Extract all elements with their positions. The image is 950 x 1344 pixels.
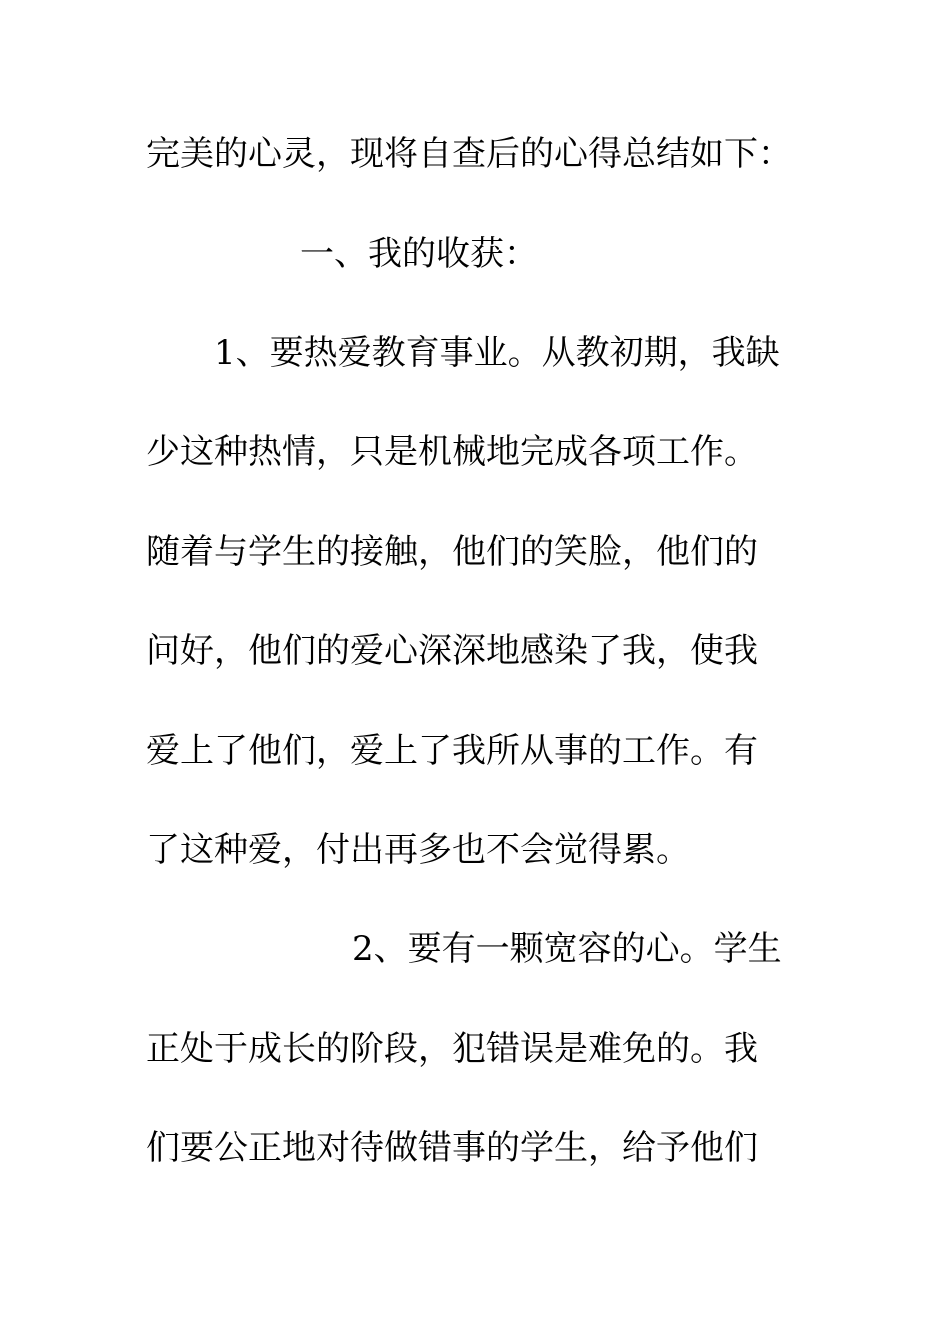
paragraph-line: 随着与学生的接触，他们的笑脸，他们的 [146,532,758,572]
paragraph-line: 完美的心灵，现将自查后的心得总结如下： [146,134,792,174]
paragraph-line: 少这种热情，只是机械地完成各项工作。 [146,432,758,472]
paragraph-line: 1、要热爱教育事业。从教初期，我缺 [214,333,780,373]
paragraph-line: 爱上了他们，爱上了我所从事的工作。有 [146,731,758,771]
paragraph-line: 了这种爱，付出再多也不会觉得累。 [146,830,690,870]
section-heading: 一、我的收获： [300,234,538,274]
paragraph-line: 2、要有一颗宽容的心。学生 [352,929,782,969]
paragraph-line: 正处于成长的阶段，犯错误是难免的。我 [146,1029,758,1069]
paragraph-line: 问好，他们的爱心深深地感染了我，使我 [146,631,758,671]
paragraph-line: 们要公正地对待做错事的学生，给予他们 [146,1128,758,1168]
